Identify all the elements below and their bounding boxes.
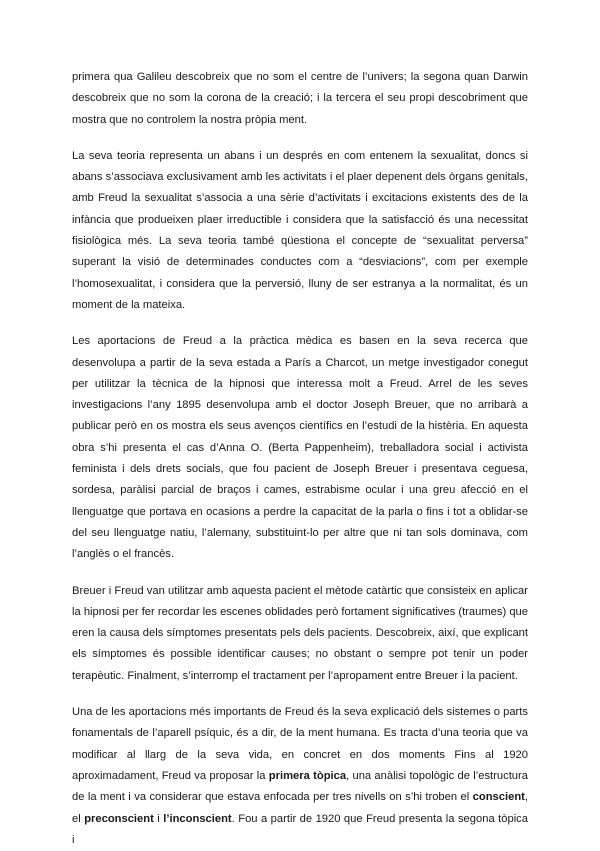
paragraph-text: primera qua Galileu descobreix que no som el centre de l’univers; la segona quan Darwin descobreix que no som la corona de la creació; i la tercera el seu propi descobriment que mostra que no controlem la nostra pròpia ment. bbox=[72, 71, 528, 126]
paragraph-text: , una anàlisi topològic de l’estructura de la ment i va considerar que estava enfocada per tres nivells on s’hi troben el bbox=[72, 769, 528, 804]
paragraph-cathartic-method bbox=[72, 581, 528, 687]
paragraph-sexuality-theory bbox=[72, 146, 528, 316]
term-conscient: conscient bbox=[472, 791, 525, 804]
term-preconscient: preconscient bbox=[84, 812, 154, 825]
paragraph-text: i bbox=[153, 812, 164, 825]
paragraph-text: Breuer i Freud van utilitzar amb aquesta pacient el mètode catàrtic que consisteix en aplicar la hipnosi per fer recordar les escenes oblidades però fortament significatives (traumes) que eren la causa dels símptomes presentats pels dels pacients. Descobreix, així, que explicant els símptomes és possible identificar causes; no obstant o sempre pot tenir un poder terapèutic. Finalment, s’interromp el tractament per l’apropament entre Breuer i la pacient. bbox=[72, 584, 528, 682]
term-primera-topica: primera tòpica bbox=[268, 769, 347, 782]
paragraph-copernican-wounds bbox=[72, 67, 528, 131]
paragraph-text: . Fou a partir de 1920 que Freud presenta la segona tòpica i bbox=[72, 812, 528, 846]
paragraph-text: Les aportacions de Freud a la pràctica mèdica es basen en la seva recerca que desenvolupa a partir de la seva estada a París a Charcot, un metge investigador conegut per utilitzar la tècnica de la hipnosi que interessa molt a Freud. Arrel de les seves investigacions l’any 1895 desenvolupa amb el doctor Joseph Breuer, que no arribarà a publicar però en os mostra els seus avenços científics en l’estudi de la histèria. En aquesta obra s’hi presenta el cas d’Anna O. (Berta Pappenheim), treballadora social i activista feminista i dels drets socials, que fou pacient de Joseph Breuer i presentava ceguesa, sordesa, paràlisi parcial de braços i cames, estrabisme ocular i una greu afecció en el llenguatge que portava en ocasions a perdre la capacitat de la parla o fins i tot a oblidar-se del seu llenguatge natiu, l’alemany, substituint-lo per altre que ni tan sols dominava, com l’anglès o el francès. bbox=[72, 335, 528, 561]
paragraph-medical-contributions bbox=[72, 331, 528, 565]
paragraph-text: La seva teoria representa un abans i un després en com entenem la sexualitat, doncs si abans s’associava exclusivament amb les activitats i el plaer depenent dels òrgans genitals, amb Freud la sexualitat s’associa a una sèrie d’activitats i excitacions existents des de la infància que produeixen plaer irreductible i considera que la satisfacció és una necessitat fisiològica més. La seva teoria també qüestiona el concepte de “sexualitat perversa” superant la visió de determinades conductes com a “desviacions”, com per exemple l’homosexualitat, i considera que la perversió, lluny de ser estranya a la normalitat, és un moment de la mateixa. bbox=[72, 149, 528, 311]
paragraph-text: , el bbox=[72, 791, 528, 825]
term-inconscient: l’inconscient bbox=[163, 812, 232, 825]
paragraph-text: Una de les aportacions més importants de Freud és la seva explicació dels sistemes o parts fonamentals de l’aparell psíquic, és a dir, de la ment humana. Es tracta d’una teoria que va modificar al llarg de la seva vida, en concret en dos moments Fins al 1920 aproximadament, Freud va proposar la bbox=[72, 706, 528, 782]
paragraph-psychic-apparatus bbox=[72, 702, 528, 851]
